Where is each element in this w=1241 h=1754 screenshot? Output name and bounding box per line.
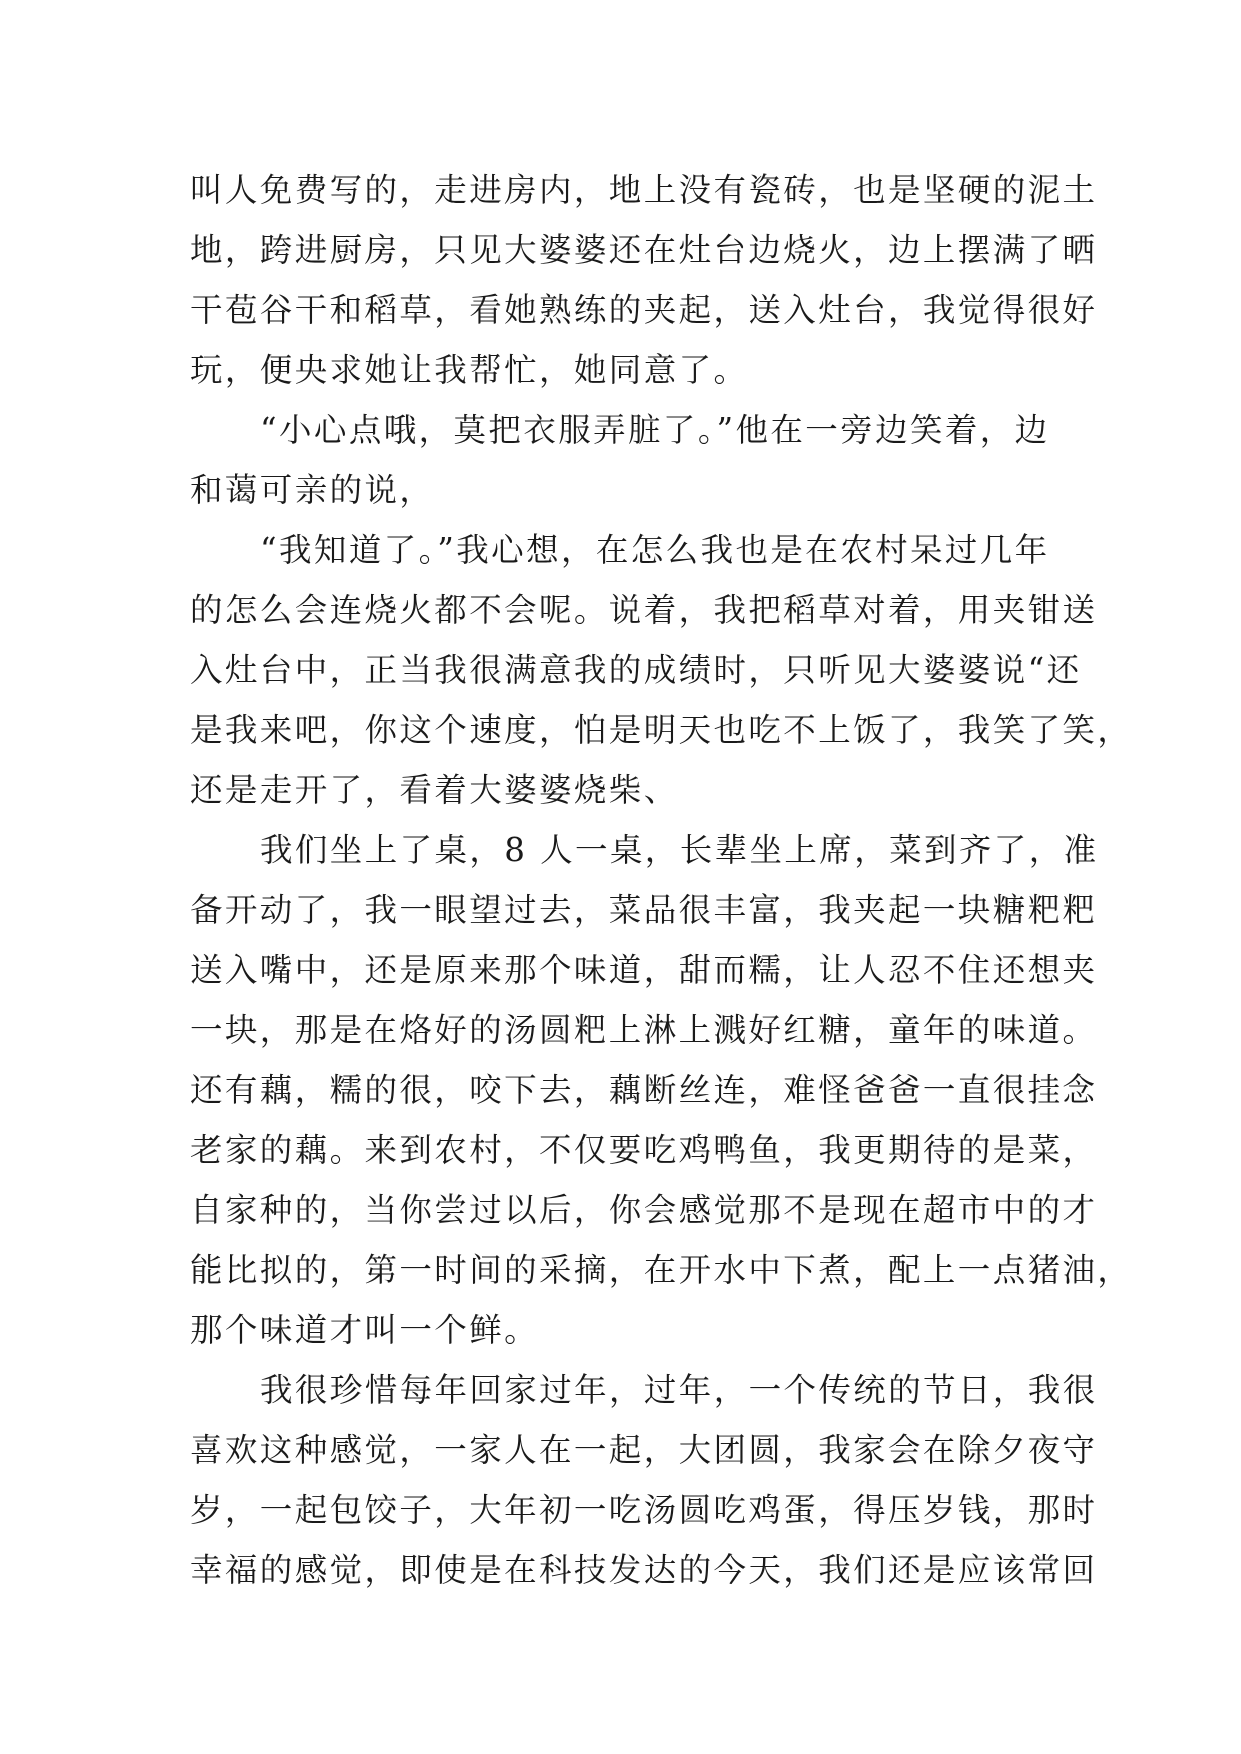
text-line: 干苞谷干和稻草，看她熟练的夹起，送入灶台，我觉得很好 <box>190 291 1098 329</box>
text-line: 玩，便央求她让我帮忙，她同意了。 <box>190 351 749 389</box>
text-line: 能比拟的，第一时间的采摘，在开水中下煮，配上一点猪油， <box>190 1251 1133 1289</box>
paragraph-first-line: 我很珍惜每年回家过年，过年，一个传统的节日，我很 <box>260 1371 1098 1409</box>
paragraph-first-line: “我知道了。”我心想，在怎么我也是在农村呆过几年 <box>260 531 1050 569</box>
text-line: 和蔼可亲的说， <box>190 471 435 509</box>
text-line: 喜欢这种感觉，一家人在一起，大团圆，我家会在除夕夜守 <box>190 1431 1098 1469</box>
text-line: 岁，一起包饺子，大年初一吃汤圆吃鸡蛋，得压岁钱，那时 <box>190 1491 1098 1529</box>
text-line: 幸福的感觉，即使是在科技发达的今天，我们还是应该常回 <box>190 1551 1098 1589</box>
text-line: 备开动了，我一眼望过去，菜品很丰富，我夹起一块糖粑粑 <box>190 891 1098 929</box>
text-line: 是我来吧，你这个速度，怕是明天也吃不上饭了，我笑了笑， <box>190 711 1133 749</box>
text-line: 一块，那是在烙好的汤圆粑上淋上溅好红糖，童年的味道。 <box>190 1011 1098 1049</box>
body-text <box>190 160 1133 1600</box>
paragraph-first-line: 我们坐上了桌，8 人一桌，长辈坐上席，菜到齐了，准 <box>260 831 1099 869</box>
text-line: 那个味道才叫一个鲜。 <box>190 1311 540 1349</box>
text-line: 叫人免费写的，走进房内，地上没有瓷砖，也是坚硬的泥土 <box>190 171 1098 209</box>
text-line: 送入嘴中，还是原来那个味道，甜而糯，让人忍不住还想夹 <box>190 951 1098 989</box>
text-line: 还有藕，糯的很，咬下去，藕断丝连，难怪爸爸一直很挂念 <box>190 1071 1098 1109</box>
text-line: 入灶台中，正当我很满意我的成绩时，只听见大婆婆说“还 <box>190 651 1082 689</box>
text-line: 自家种的，当你尝过以后，你会感觉那不是现在超市中的才 <box>190 1191 1098 1229</box>
text-line: 还是走开了，看着大婆婆烧柴、 <box>190 771 679 809</box>
text-line: 老家的藕。来到农村，不仅要吃鸡鸭鱼，我更期待的是菜， <box>190 1131 1098 1169</box>
text-line: 的怎么会连烧火都不会呢。说着，我把稻草对着，用夹钳送 <box>190 591 1098 629</box>
text-line: 地，跨进厨房，只见大婆婆还在灶台边烧火，边上摆满了晒 <box>190 231 1098 269</box>
paragraph-first-line: “小心点哦，莫把衣服弄脏了。”他在一旁边笑着，边 <box>260 411 1050 449</box>
